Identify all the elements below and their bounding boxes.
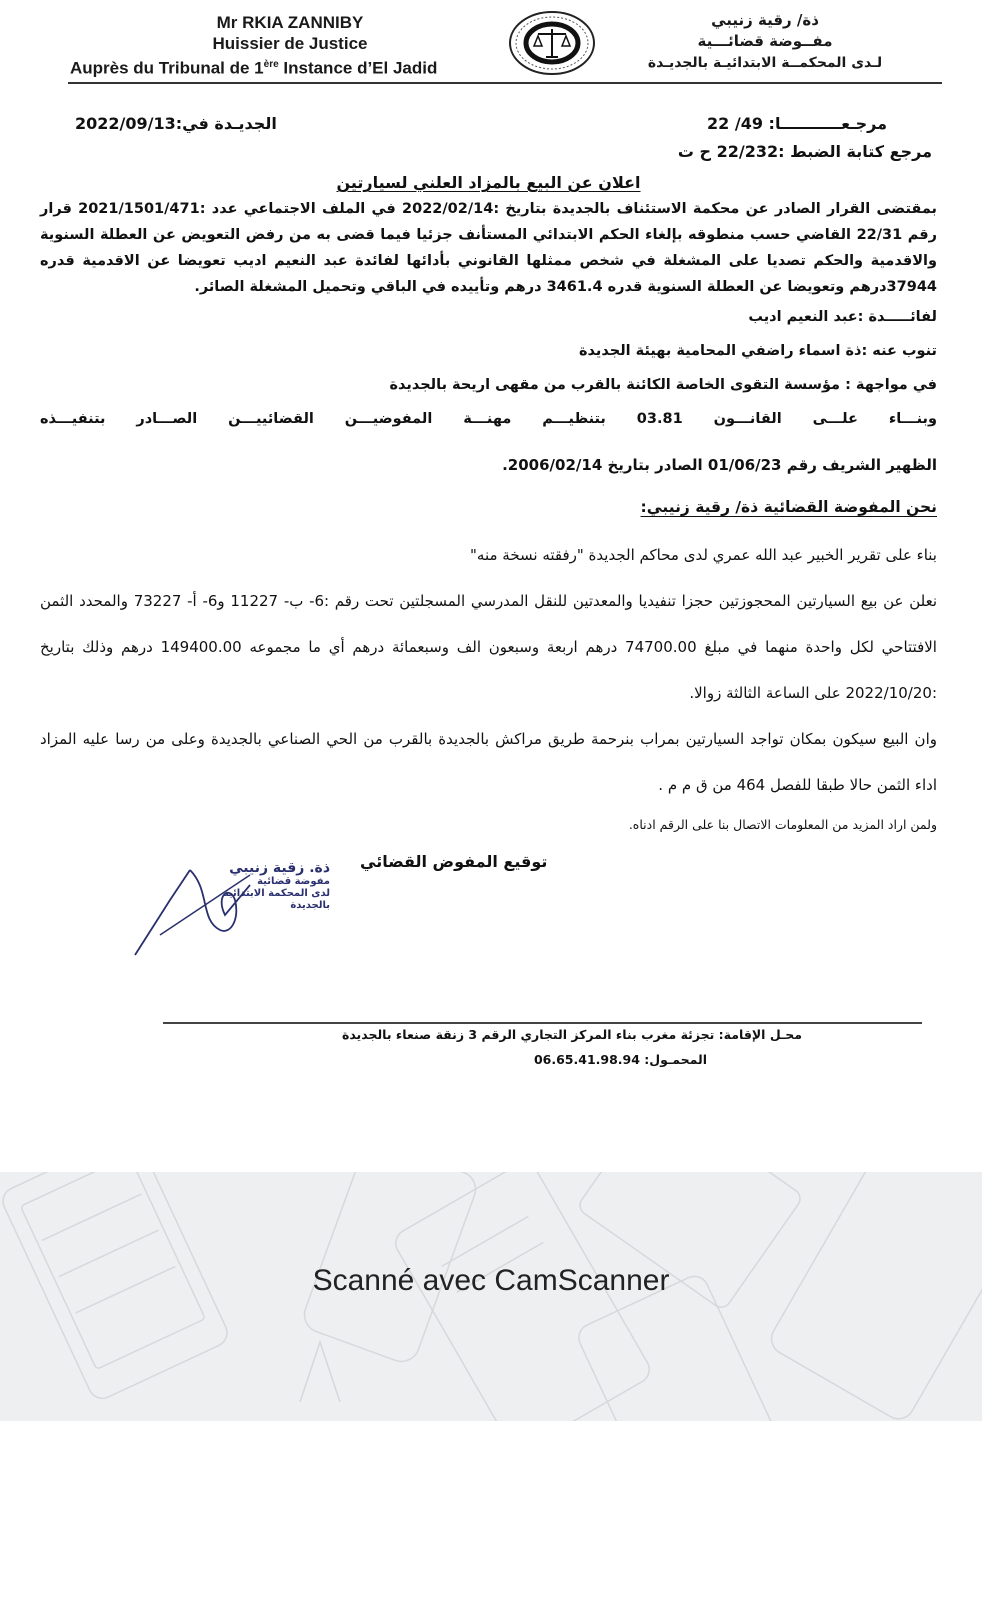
court-fr-suffix: Instance d’El Jadid [278, 58, 438, 78]
footer-phone: المحمـول: 06.65.41.98.94 [533, 1052, 707, 1067]
sale-paragraph: نعلن عن بيع السيارتين المحجوزتين حجزا تنفيديا والمعدتين للنقل المدرسي المسجلتين تحت رقم :6- ب- 11227 و6- أ- 73227 والمحدد الثمن الافتتاحي لكل واحدة منهما في مبلغ 74700.00 درهم اربعة وسبعون الف وسبعمائة درهم أي ما مجموعه 149400.00 درهم وذلك بتاريخ :2022/10/20 على الساعة الثالثة زوالا. [40, 592, 938, 702]
footer-address: محـل الإقامة: تجزئة مغرب بناء المركز التجاري الرقم 3 زنقة صنعاء بالجديدة [341, 1027, 802, 1042]
contact-note: ولمن اراد المزيد من المعلومات الاتصال بنا على الرقم ادناه. [628, 817, 937, 832]
stamp-line: لدى المحكمة الابتدائية [222, 888, 330, 899]
notice-title [40, 172, 937, 194]
reference-number: مرجـعـــــــــــا: 49/ 22 [707, 114, 887, 133]
bailiff-stamp-signature [130, 860, 330, 960]
scales-of-justice-seal-icon [508, 10, 596, 76]
document-date: الجديـدة في:2022/09/13 [75, 114, 277, 133]
bailiff-heading-text: نحن المفوضة القضائية ذة/ رقية زنيبي: [640, 498, 937, 516]
document-body [0, 172, 982, 838]
judgment-paragraph: بمقتضى القرار الصادر عن محكمة الاستئناف بالجديدة بتاريخ :2022/02/14 في الملف الاجتماعي عدد :2021/1501/471 قرار رقم 22/31 القاضي حسب منطوقه بإلغاء الحكم الابتدائي المستأنف جزئيا فيما قضى به من رفض التعويض عن العطلة السنوية والاقدمية والحكم تصديا على المشغلة في شخص ممثلها القانوني بأدائها لفائدة عبد النعيم اديب تعويضا عن الاقدمية قدره 37944درهم وتعويضا عن العطلة السنوية قدره 3461.4 درهم وتأييده في الباقي وتحميل المشغلة الصائر. [40, 201, 937, 295]
law-reference: وبنـــاء علـــى القانـــون 03.81 بتنظيـــم مهنـــة المفوضيـــن القضائييـــن الصـــادر بتنفيـــذه [40, 411, 937, 427]
bailiff-title-ar: مفــوضة قضائـــية [697, 32, 833, 50]
court-fr-prefix: Auprès du Tribunal de 1 [70, 58, 264, 78]
camscanner-banner [0, 1172, 982, 1421]
court-fr-sup: ère [263, 59, 279, 70]
letterhead [0, 0, 982, 92]
location-paragraph: وان البيع سيكون بمكان تواجد السيارتين بمراب بنرحمة طريق مراكش بالجديدة بالقرب من الحي الصناعي بالجديدة وعلى من رسا عليه المزاد اداء الثمن حالا طبقا للفصل 464 من ق م م . [40, 730, 937, 794]
bailiff-heading [40, 494, 937, 520]
signature-block [0, 852, 982, 972]
bailiff-title-fr: Huissier de Justice [212, 34, 368, 53]
handwritten-signature-icon [130, 860, 330, 960]
bailiff-name-fr: Mr RKIA ZANNIBY [216, 13, 364, 32]
registry-reference: مرجع كتابة الضبط :22/232 ح ت [677, 142, 932, 161]
header-arabic [600, 10, 930, 74]
stamp-line: مفوضة قضائية [257, 876, 330, 887]
dahir-reference: الظهير الشريف رقم 01/06/23 الصادر بتاريخ 2006/02/14. [502, 456, 937, 474]
bailiff-name-ar: ذة/ رقية زنيبي [711, 11, 819, 29]
beneficiary-line: لفائـــــدة :عبد النعيم اديب [748, 309, 937, 325]
represented-by-line: تنوب عنه :ذة اسماء راضفي المحامية بهيئة الجديدة [578, 343, 937, 359]
camscanner-label: Scanné avec CamScanner [312, 1264, 670, 1297]
header-french [70, 12, 510, 80]
header-divider [68, 82, 942, 84]
stamp-line: ذة. زقية زنيبي [229, 860, 330, 876]
notice-title-text: اعلان عن البيع بالمزاد العلني لسيارتين [336, 173, 641, 192]
court-ar: لـدى المحكمــة الابتدائيـة بالجديـدة [647, 55, 883, 71]
court-fr [70, 54, 510, 80]
reference-block [0, 92, 982, 172]
against-line: في مواجهة : مؤسسة التقوى الخاصة الكائنة بالقرب من مقهى اريحة بالجديدة [389, 377, 937, 393]
signature-label: توقيع المفوض القضائي [360, 852, 548, 871]
stamp-line: بالجديدة [290, 900, 330, 911]
footer-block [0, 1022, 982, 1172]
footer-divider [163, 1022, 922, 1024]
expert-report-line: بناء على تقرير الخبير عبد الله عمري لدى محاكم الجديدة "رفقته نسخة منه" [470, 546, 937, 564]
